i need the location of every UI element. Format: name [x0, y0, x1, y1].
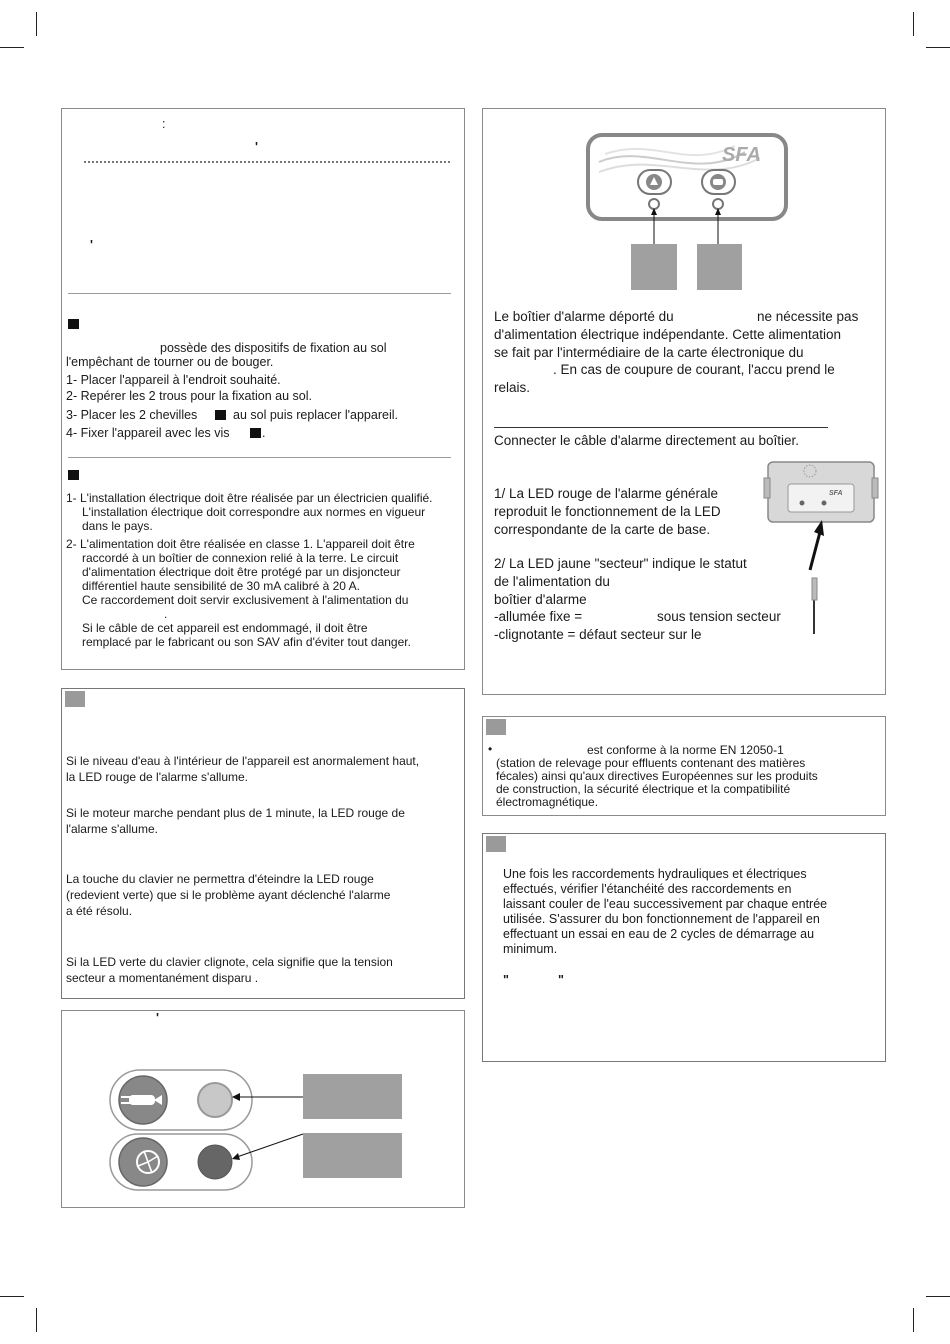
- electrical-text: Si le câble de cet appareil est endommagé, il doit être: [82, 621, 368, 635]
- section-marker: [65, 691, 85, 707]
- boitier-text: se fait par l'intermédiaire de la carte électronique du: [494, 345, 804, 360]
- alarm-panel-diagram: [585, 132, 790, 292]
- electrical-text: Ce raccordement doit servir exclusivement à l'alimentation du: [82, 593, 409, 607]
- keypad-diagram: [100, 1062, 420, 1192]
- marker-chevilles: [215, 410, 226, 420]
- boitier-text: relais.: [494, 380, 531, 395]
- mise-quote: ": [558, 973, 564, 987]
- norme-bullet: •: [488, 742, 493, 756]
- dotted-line: [84, 161, 450, 163]
- crop-mark: [0, 1296, 24, 1297]
- mise-text: laissant couler de l'eau successivement par chaque entrée: [503, 897, 828, 911]
- section-marker: [486, 719, 506, 735]
- boitier-text: d'alimentation électrique indépendante. Cette alimentation: [494, 327, 842, 342]
- crop-mark: [36, 1308, 37, 1332]
- boitier-text: -clignotante = défaut secteur sur le: [494, 627, 702, 642]
- boitier-text: reproduit le fonctionnement de la LED: [494, 504, 721, 519]
- crop-mark: [913, 1308, 914, 1332]
- norme-text: est conforme à la norme EN 12050-1: [587, 743, 784, 757]
- electrical-text: 1- L'installation électrique doit être réalisée par un électricien qualifié.: [66, 491, 433, 505]
- section-marker: [486, 836, 506, 852]
- boitier-text: sous tension secteur: [657, 609, 781, 624]
- mise-text: utilisée. S'assurer du bon fonctionnement de l'appareil en: [503, 912, 820, 926]
- device-brand: SFA: [829, 490, 843, 497]
- divider: [68, 293, 451, 294]
- fixation-step: .: [262, 426, 266, 440]
- norme-text: (station de relevage pour effluents contenant des matières: [496, 756, 806, 770]
- boitier-text: Connecter le câble d'alarme directement au boîtier.: [494, 433, 799, 448]
- alarm-text: a été résolu.: [66, 904, 133, 918]
- alarm-text: la LED rouge de l'alarme s'allume.: [66, 770, 249, 784]
- crop-mark: [36, 12, 37, 36]
- alarm-box: [61, 688, 465, 999]
- norme-text: fécales) ainsi qu'aux directives Européennes sur les produits: [496, 769, 818, 783]
- fixation-step: au sol puis replacer l'appareil.: [233, 408, 398, 422]
- boitier-text: ne nécessite pas: [757, 309, 859, 324]
- electrical-text: dans le pays.: [82, 519, 153, 533]
- alarm-text: Si le niveau d'eau à l'intérieur de l'appareil est anormalement haut,: [66, 754, 420, 768]
- intro-colon: :: [162, 117, 166, 131]
- crop-mark: [926, 47, 950, 48]
- alarm-text: Si la LED verte du clavier clignote, cela signifie que la tension: [66, 955, 393, 969]
- alarm-box-device-diagram: [762, 456, 880, 650]
- mise-text: Une fois les raccordements hydrauliques et électriques: [503, 867, 807, 881]
- marker-vis: [250, 428, 261, 438]
- boitier-text: -allumée fixe =: [494, 609, 583, 624]
- mise-text: minimum.: [503, 942, 558, 956]
- alarm-text: Si le moteur marche pendant plus de 1 minute, la LED rouge de: [66, 806, 405, 820]
- electrical-text: d'alimentation électrique doit être protégé par un disjoncteur: [82, 565, 401, 579]
- electrical-text: L'installation électrique doit correspondre aux normes en vigueur: [82, 505, 426, 519]
- fixation-text: possède des dispositifs de fixation au sol: [160, 341, 387, 355]
- section-marker: [68, 470, 79, 480]
- electrical-text: raccordé à un boîtier de connexion relié à la terre. Le circuit: [82, 551, 399, 565]
- mise-text: effectuant un essai en eau de 2 cycles de démarrage au: [503, 927, 815, 941]
- divider: [68, 457, 451, 458]
- alarm-text: La touche du clavier ne permettra d'éteindre la LED rouge: [66, 872, 374, 886]
- alarm-text: (redevient verte) que si le problème ayant déclenché l'alarme: [66, 888, 391, 902]
- keypad-apostrophe: ': [156, 1011, 159, 1025]
- crop-mark: [926, 1296, 950, 1297]
- electrical-text: 2- L'alimentation doit être réalisée en classe 1. L'appareil doit être: [66, 537, 415, 551]
- panel-brand: SFA: [722, 144, 761, 166]
- mise-text: effectués, vérifier l'étanchéité des raccordements en: [503, 882, 792, 896]
- electrical-text: remplacé par le fabricant ou son SAV afin d'éviter tout danger.: [82, 635, 411, 649]
- boitier-text: 2/ La LED jaune "secteur" indique le statut: [494, 556, 747, 571]
- alarm-text: l'alarme s'allume.: [66, 822, 158, 836]
- boitier-text: correspondante de la carte de base.: [494, 522, 711, 537]
- norme-text: électromagnétique.: [496, 795, 599, 809]
- electrical-text: .: [164, 607, 168, 621]
- crop-mark: [913, 12, 914, 36]
- fixation-step: 4- Fixer l'appareil avec les vis: [66, 426, 230, 440]
- fixation-step: 1- Placer l'appareil à l'endroit souhaité.: [66, 373, 281, 387]
- underline: [494, 427, 828, 428]
- boitier-text: boîtier d'alarme: [494, 592, 587, 607]
- fixation-text: l'empêchant de tourner ou de bouger.: [66, 355, 274, 369]
- crop-mark: [0, 47, 24, 48]
- fixation-step: 3- Placer les 2 chevilles: [66, 408, 198, 422]
- boitier-text: . En cas de coupure de courant, l'accu prend le: [553, 362, 835, 377]
- norme-text: de construction, la sécurité électrique et la compatibilité: [496, 782, 791, 796]
- alarm-text: secteur a momentanément disparu .: [66, 971, 259, 985]
- boitier-text: 1/ La LED rouge de l'alarme générale: [494, 486, 718, 501]
- electrical-text: différentiel haute sensibilité de 30 mA calibré à 20 A.: [82, 579, 360, 593]
- section-marker: [68, 319, 79, 329]
- intro-apostrophe: ': [90, 238, 93, 252]
- boitier-text: Le boîtier d'alarme déporté du: [494, 309, 674, 324]
- mise-quote: ": [503, 973, 509, 987]
- fixation-step: 2- Repérer les 2 trous pour la fixation au sol.: [66, 389, 312, 403]
- boitier-text: de l'alimentation du: [494, 574, 610, 589]
- intro-apostrophe: ': [255, 140, 258, 154]
